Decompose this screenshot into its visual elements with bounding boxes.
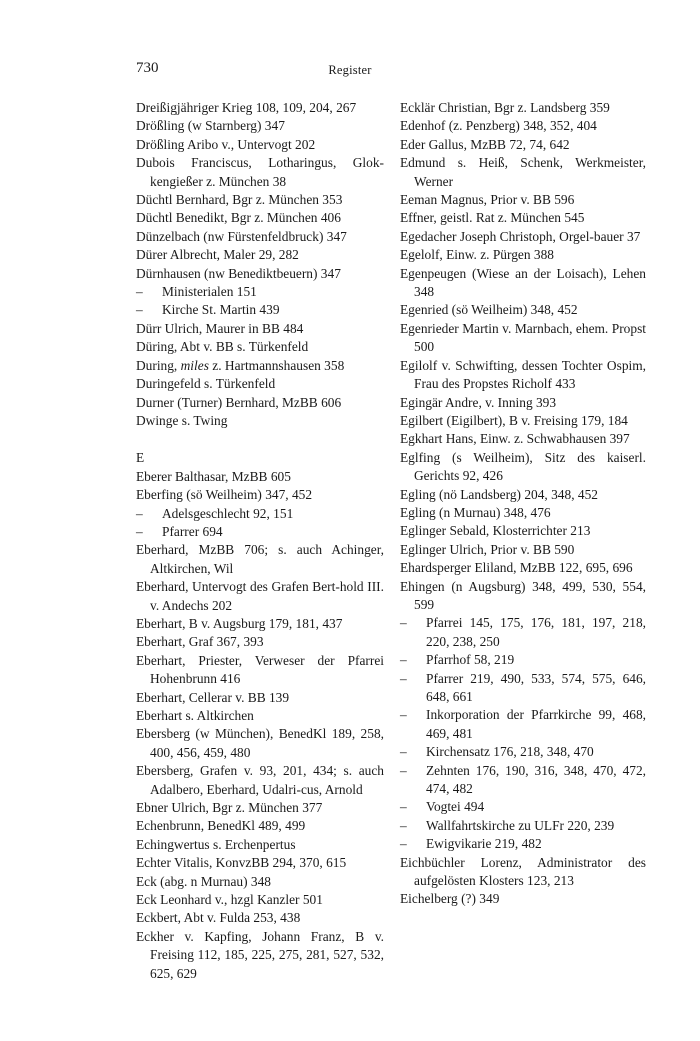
entry-text: Ehardsperger Eliland, MzBB 122, 695, 696: [400, 560, 633, 576]
index-entry: [400, 117, 646, 135]
index-entry: [136, 799, 384, 817]
entry-text: Echingwertus s. Erchenpertus: [136, 836, 296, 852]
index-subentry: [400, 743, 646, 761]
entry-text: Düchtl Benedikt, Bgr z. München 406: [136, 210, 341, 226]
entry-text: Pfarrhof 58, 219: [426, 652, 515, 668]
index-entry: [136, 928, 384, 983]
entry-text: Kirche St. Martin 439: [162, 302, 280, 318]
entry-text: Eckher v. Kapfing, Johann Franz, B v. Freising 112, 185, 225, 275, 281, 527, 532, 625, 629: [136, 928, 384, 981]
entry-text: Ebersberg (w München), BenedKl 189, 258, 400, 456, 459, 480: [136, 726, 384, 760]
index-entry: [136, 136, 384, 154]
entry-text: Düchtl Bernhard, Bgr z. München 353: [136, 192, 343, 208]
entry-text: Dürer Albrecht, Maler 29, 282: [136, 247, 299, 263]
subentry-dash: –: [400, 817, 407, 833]
index-entry: [136, 394, 384, 412]
entry-text: Egilbert (Eigilbert), B v. Freising 179, 184: [400, 412, 628, 428]
index-entry: [136, 209, 384, 227]
index-subentry: [400, 835, 646, 853]
index-entry: [136, 320, 384, 338]
entry-text: Eberhart, B v. Augsburg 179, 181, 437: [136, 615, 343, 631]
entry-text: Echenbrunn, BenedKl 489, 499: [136, 818, 306, 834]
entry-text: Egelolf, Einw. z. Pürgen 388: [400, 247, 554, 263]
subentry-dash: –: [400, 707, 407, 723]
index-subentry: [136, 523, 384, 541]
index-entry: [136, 117, 384, 135]
entry-text: Egilolf v. Schwifting, dessen Tochter Ospim, Frau des Propstes Richolf 433: [400, 357, 646, 392]
index-entry: [400, 154, 646, 191]
entry-text: Egling (n Murnau) 348, 476: [400, 504, 551, 520]
index-entry: [400, 357, 646, 394]
entry-text: Adelsgeschlecht 92, 151: [162, 505, 294, 521]
entry-text: Ecklär Christian, Bgr z. Landsberg 359: [400, 100, 610, 115]
index-entry: [400, 486, 646, 504]
index-entry: [400, 246, 646, 264]
index-entry: [400, 504, 646, 522]
entry-text: Drößling Aribo v., Untervogt 202: [136, 136, 316, 152]
entry-text: Ebner Ulrich, Bgr z. München 377: [136, 800, 323, 816]
index-entry: [400, 541, 646, 559]
entry-text: Drößling (w Starnberg) 347: [136, 118, 285, 134]
entry-text: Pfarrer 219, 490, 533, 574, 575, 646, 648, 661: [426, 670, 646, 704]
index-entry: [136, 357, 384, 375]
index-subentry: [400, 614, 646, 651]
subentry-dash: –: [136, 302, 143, 318]
entry-text-italic: miles: [180, 357, 209, 373]
subentry-dash: –: [136, 523, 143, 539]
index-entry: [136, 762, 384, 799]
entry-text: Ministerialen 151: [162, 284, 257, 300]
index-subentry: [136, 301, 384, 319]
entry-text: Eberer Balthasar, MzBB 605: [136, 468, 291, 484]
index-entry: [136, 854, 384, 872]
running-head: Register: [328, 63, 372, 77]
index-entry: [400, 209, 646, 227]
index-entry: [136, 412, 384, 430]
index-subentry: [400, 817, 646, 835]
entry-text: Dwinge s. Twing: [136, 412, 228, 428]
entry-text: Eck (abg. n Murnau) 348: [136, 873, 271, 889]
index-entry: [136, 836, 384, 854]
index-entry: [400, 136, 646, 154]
index-subentry: [400, 762, 646, 799]
entry-text: Echter Vitalis, KonvzBB 294, 370, 615: [136, 855, 347, 871]
entry-text: Eichbüchler Lorenz, Administrator des aufgelösten Klosters 123, 213: [400, 854, 646, 889]
index-subentry: [400, 706, 646, 743]
entry-text: Eck Leonhard v., hzgl Kanzler 501: [136, 892, 323, 908]
section-letter: E: [136, 450, 145, 466]
index-entry: [400, 228, 646, 246]
entry-text: Edmund s. Heiß, Schenk, Werkmeister, Werner: [400, 155, 646, 189]
entry-text: Egenpeugen (Wiese an der Loisach), Lehen 348: [400, 265, 646, 300]
subentry-dash: –: [136, 505, 143, 521]
entry-text: Egedacher Joseph Christoph, Orgel-bauer 37: [400, 228, 641, 244]
subentry-dash: –: [400, 836, 407, 852]
index-entry: [400, 430, 646, 448]
index-entry: [136, 652, 384, 689]
entry-text: Dubois Franciscus, Lotharingus, Glok-kengießer z. München 38: [136, 155, 384, 189]
entry-text: Eberhart, Priester, Verweser der Pfarrei Hohenbrunn 416: [136, 652, 384, 687]
entry-text: Eberhard, Untervogt des Grafen Bert-hold III. v. Andechs 202: [136, 579, 384, 613]
entry-text: Kirchensatz 176, 218, 348, 470: [426, 744, 594, 760]
index-subentry: [400, 798, 646, 816]
index-entry: [136, 468, 384, 486]
entry-text: Pfarrer 694: [162, 523, 223, 539]
entry-text: Dünzelbach (nw Fürstenfeldbruck) 347: [136, 228, 347, 244]
index-entry: [400, 99, 646, 117]
subentry-dash: –: [400, 799, 407, 815]
entry-text: Eichelberg (?) 349: [400, 891, 500, 907]
entry-text: Durner (Turner) Bernhard, MzBB 606: [136, 394, 342, 410]
index-entry: [400, 320, 646, 357]
index-entry: [136, 909, 384, 927]
index-entry: [136, 246, 384, 264]
entry-text: During,: [136, 357, 181, 373]
entry-text: Eberhart s. Altkirchen: [136, 708, 254, 723]
subentry-dash: –: [400, 615, 407, 631]
index-entry: [136, 689, 384, 707]
index-entry: [400, 191, 646, 209]
index-entry: [136, 615, 384, 633]
index-entry: [400, 890, 646, 908]
index-subentry: [400, 670, 646, 707]
index-entry: [400, 559, 646, 577]
index-entry: [400, 265, 646, 302]
index-entry: [136, 228, 384, 246]
entry-text: Egkhart Hans, Einw. z. Schwabhausen 397: [400, 431, 630, 447]
index-subentry: [136, 505, 384, 523]
entry-text: Egenrieder Martin v. Marnbach, ehem. Propst 500: [400, 320, 646, 355]
index-entry: [136, 725, 384, 762]
entry-text: Eglinger Ulrich, Prior v. BB 590: [400, 541, 575, 557]
entry-text: Ebersberg, Grafen v. 93, 201, 434; s. auch Adalbero, Eberhard, Udalri-cus, Arnold: [136, 763, 384, 797]
index-entry: [400, 449, 646, 486]
index-entry: [400, 412, 646, 430]
index-entry: [136, 817, 384, 835]
index-entry: [136, 99, 384, 117]
index-entry: [136, 633, 384, 651]
index-entry: [136, 578, 384, 615]
index-entry: [136, 375, 384, 393]
entry-text: Dürnhausen (nw Benediktbeuern) 347: [136, 265, 341, 281]
entry-text: Pfarrei 145, 175, 176, 181, 197, 218, 220, 238, 250: [426, 615, 646, 649]
entry-text: Eberhart, Graf 367, 393: [136, 634, 264, 650]
index-entry: [136, 541, 384, 578]
index-entry: [400, 522, 646, 540]
entry-text: z. Hartmannshausen 358: [208, 357, 345, 373]
index-entry: [136, 707, 384, 725]
entry-text: Zehnten 176, 190, 316, 348, 470, 472, 474, 482: [426, 762, 646, 797]
index-subentry: [136, 283, 384, 301]
entry-text: Ewigvikarie 219, 482: [426, 836, 542, 852]
entry-text: Egling (nö Landsberg) 204, 348, 452: [400, 486, 598, 502]
entry-text: Wallfahrtskirche zu ULFr 220, 239: [426, 817, 615, 833]
index-entry: [400, 394, 646, 412]
entry-text: Edenhof (z. Penzberg) 348, 352, 404: [400, 118, 597, 134]
entry-text: Effner, geistl. Rat z. München 545: [400, 210, 585, 226]
index-entry: [400, 578, 646, 615]
entry-text: Eberfing (sö Weilheim) 347, 452: [136, 487, 313, 503]
subentry-dash: –: [136, 284, 143, 300]
entry-text: Duringefeld s. Türkenfeld: [136, 376, 276, 392]
entry-text: Eglfing (s Weilheim), Sitz des kaiserl. Gerichts 92, 426: [400, 449, 646, 484]
entry-text: Egingär Andre, v. Inning 393: [400, 394, 557, 410]
entry-text: Düring, Abt v. BB s. Türkenfeld: [136, 339, 309, 355]
entry-text: Eberhart, Cellerar v. BB 139: [136, 689, 290, 705]
index-entry: [136, 191, 384, 209]
entry-text: Dreißigjähriger Krieg 108, 109, 204, 267: [136, 100, 357, 115]
entry-text: Eder Gallus, MzBB 72, 74, 642: [400, 136, 570, 152]
index-entry: [136, 891, 384, 909]
index-subentry: [400, 651, 646, 669]
entry-text: Dürr Ulrich, Maurer in BB 484: [136, 320, 304, 336]
subentry-dash: –: [400, 762, 407, 778]
subentry-dash: –: [400, 744, 407, 760]
entry-text: Ehingen (n Augsburg) 348, 499, 530, 554, 599: [400, 578, 646, 612]
index-entry: [136, 265, 384, 283]
page-number: 730: [136, 60, 159, 76]
index-entry: [400, 854, 646, 891]
index-entry: [136, 154, 384, 191]
index-entry: [136, 486, 384, 504]
entry-text: Inkorporation der Pfarrkirche 99, 468, 469, 481: [426, 707, 646, 741]
entry-text: Eglinger Sebald, Klosterrichter 213: [400, 523, 591, 539]
entry-text: Eberhard, MzBB 706; s. auch Achinger, Altkirchen, Wil: [136, 542, 384, 576]
subentry-dash: –: [400, 652, 407, 668]
entry-text: Egenried (sö Weilheim) 348, 452: [400, 302, 578, 318]
index-column-left: [136, 99, 384, 983]
subentry-dash: –: [400, 670, 407, 686]
index-entry: [136, 338, 384, 356]
entry-text: Vogtei 494: [426, 799, 485, 815]
index-entry: [136, 873, 384, 891]
index-entry: [400, 301, 646, 319]
index-column-right: [400, 99, 646, 909]
entry-text: Eeman Magnus, Prior v. BB 596: [400, 192, 575, 208]
entry-text: Eckbert, Abt v. Fulda 253, 438: [136, 910, 301, 926]
